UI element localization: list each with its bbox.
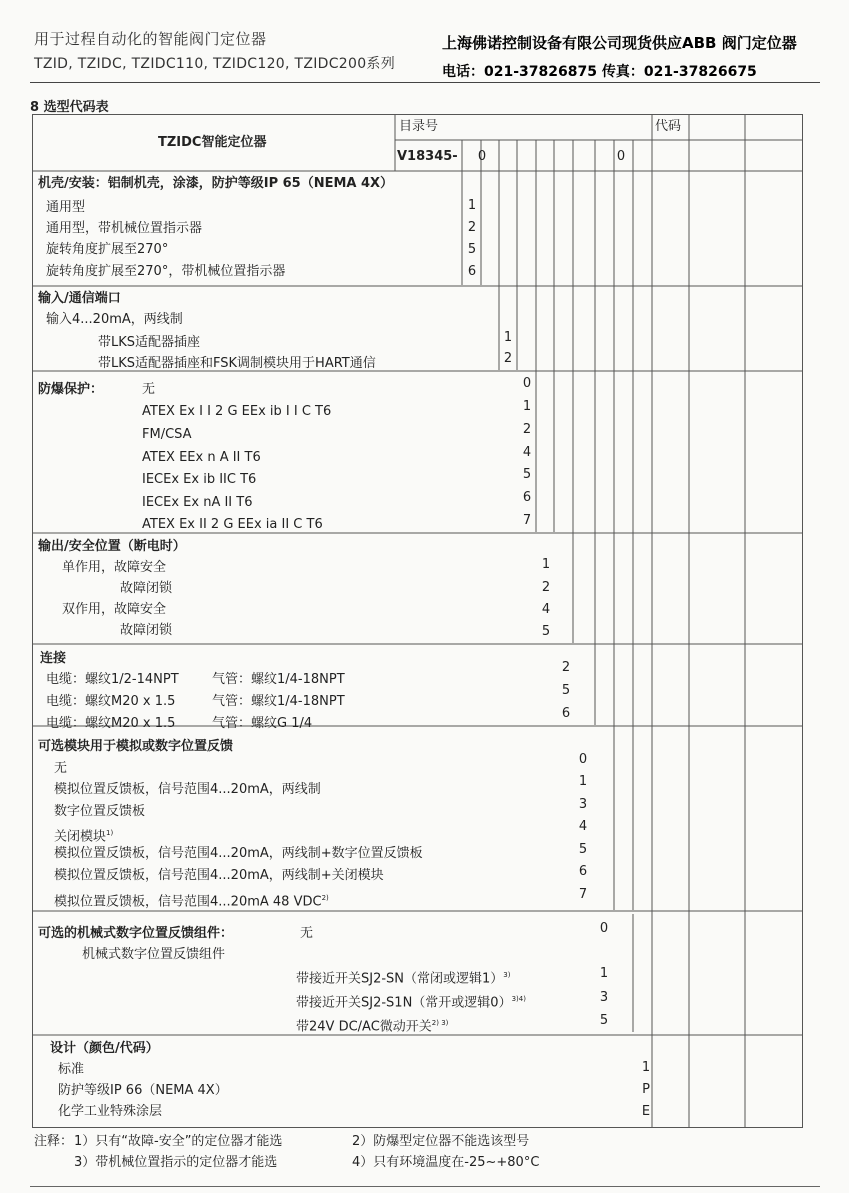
feedback-option: 模拟位置反馈板，信号范围4...20mA，两线制: [54, 782, 321, 797]
connection-code: 2: [561, 660, 571, 675]
explosion-option: ATEX Ex II 2 G EEx ia II C T6: [142, 517, 323, 532]
mech-feedback-option-label: 带接近开关SJ2-S1N（常开或逻辑0）: [296, 995, 512, 1011]
housing-code: 1: [467, 198, 477, 213]
header-right: [442, 32, 842, 81]
explosion-code: 1: [522, 399, 532, 414]
footnote-row: [34, 1130, 814, 1151]
code-label: 代码: [655, 119, 682, 134]
feedback-title: 可选模块用于模拟或数字位置反馈: [38, 739, 234, 754]
design-option: 化学工业特殊涂层: [58, 1104, 163, 1119]
explosion-option: IECEx Ex nA II T6: [142, 495, 253, 510]
footnote-3: 3）带机械位置指示的定位器才能选: [74, 1155, 278, 1170]
connection-air: 气管：螺纹1/4-18NPT: [212, 694, 345, 709]
explosion-code: 7: [522, 513, 532, 528]
mech-feedback-code: 5: [599, 1013, 609, 1028]
feedback-code: 3: [578, 797, 588, 812]
design-option: 防护等级IP 66（NEMA 4X）: [58, 1083, 228, 1098]
connection-cable: 电缆：螺纹1/2-14NPT: [46, 672, 179, 687]
mech-feedback-code: 3: [599, 990, 609, 1005]
explosion-option: IECEx Ex ib IIC T6: [142, 472, 257, 487]
footnote-mark: 1): [106, 829, 114, 837]
connection-code: 6: [561, 706, 571, 721]
feedback-code: 5: [578, 842, 588, 857]
input-option: 带LKS适配器插座和FSK调制模块用于HART通信: [98, 356, 376, 371]
footnote-1: 1）只有“故障-安全”的定位器才能选: [74, 1134, 283, 1149]
feedback-option: [54, 825, 113, 845]
mech-feedback-option: [296, 967, 510, 987]
header-contact-line: 电话：021-37826875 传真：021-37826675: [442, 64, 757, 80]
housing-code: 6: [467, 264, 477, 279]
design-code: 1: [641, 1060, 651, 1075]
explosion-title: 防爆保护：: [38, 382, 104, 397]
output-code: 2: [541, 580, 551, 595]
feedback-code: 4: [578, 819, 588, 834]
mech-feedback-none: 无: [300, 926, 314, 941]
footnote-row: [34, 1151, 814, 1172]
feedback-code: 6: [578, 864, 588, 879]
explosion-option: ATEX EEx n A II T6: [142, 450, 261, 465]
product-name: TZIDC智能定位器: [158, 135, 267, 150]
mech-feedback-title: 可选的机械式数字位置反馈组件：: [38, 926, 234, 941]
selection-code-table: [32, 114, 803, 1128]
connection-air: 气管：螺纹G 1/4: [212, 716, 313, 731]
input-subtitle: 输入4...20mA，两线制: [46, 312, 183, 327]
catalog-label: 目录号: [399, 119, 439, 134]
housing-option: 旋转角度扩展至270°: [46, 242, 169, 257]
explosion-option: 无: [142, 382, 156, 397]
output-option: 故障闭锁: [120, 623, 173, 638]
footnote-2: 2）防爆型定位器不能选该型号: [352, 1134, 530, 1149]
design-option: 标准: [58, 1062, 85, 1077]
fixed-digit-2: 0: [616, 149, 626, 164]
output-option: 单作用，故障安全: [62, 560, 167, 575]
feedback-option-label: 模拟位置反馈板，信号范围4...20mA 48 VDC: [54, 894, 322, 910]
catalog-prefix: V18345-: [397, 149, 458, 164]
connection-code: 5: [561, 683, 571, 698]
fixed-digit-1: 0: [477, 149, 487, 164]
footnote-prefix: 注释：: [34, 1134, 74, 1149]
feedback-option-label: 关闭模块: [54, 829, 107, 845]
mech-feedback-option: [296, 1015, 448, 1035]
feedback-option: 无: [54, 761, 68, 776]
feedback-option: 模拟位置反馈板，信号范围4...20mA，两线制+关闭模块: [54, 868, 384, 883]
header-company-line: 上海佛诺控制设备有限公司现货供应ABB 阀门定位器: [442, 34, 797, 52]
footnotes: [34, 1130, 814, 1172]
explosion-code: 4: [522, 445, 532, 460]
feedback-option: 模拟位置反馈板，信号范围4...20mA，两线制+数字位置反馈板: [54, 846, 423, 861]
mech-feedback-option-label: 带接近开关SJ2-SN（常闭或逻辑1）: [296, 971, 504, 987]
feedback-option: 数字位置反馈板: [54, 804, 146, 819]
header-product-line: 用于过程自动化的智能阀门定位器: [34, 30, 267, 48]
design-code: P: [642, 1082, 650, 1097]
housing-option: 通用型，带机械位置指示器: [46, 221, 203, 236]
mech-feedback-subtitle: 机械式数字位置反馈组件: [82, 947, 226, 962]
footnote-mark: 2) 3): [431, 1019, 449, 1027]
feedback-code: 1: [578, 774, 588, 789]
connection-cable: 电缆：螺纹M20 x 1.5: [46, 694, 176, 709]
header-series-line: TZID, TZIDC, TZIDC110, TZIDC120, TZIDC200系列: [34, 56, 396, 72]
design-code: E: [641, 1104, 651, 1119]
input-code: 2: [503, 351, 513, 366]
section-title: 8 选型代码表: [30, 100, 109, 115]
footnote-mark: 3)4): [511, 995, 526, 1003]
footnote-4: 4）只有环境温度在-25~+80°C: [352, 1155, 540, 1170]
connection-air: 气管：螺纹1/4-18NPT: [212, 672, 345, 687]
output-title: 输出/安全位置（断电时）: [38, 539, 186, 554]
explosion-code: 5: [522, 467, 532, 482]
connection-title: 连接: [40, 651, 67, 666]
header-divider: [30, 82, 820, 83]
housing-title: 机壳/安装：铝制机壳，涂漆，防护等级IP 65（NEMA 4X）: [38, 176, 394, 191]
feedback-option: [54, 890, 329, 910]
connection-cable: 电缆：螺纹M20 x 1.5: [46, 716, 176, 731]
housing-code: 5: [467, 242, 477, 257]
housing-option: 旋转角度扩展至270°，带机械位置指示器: [46, 264, 286, 279]
input-option: 带LKS适配器插座: [98, 335, 201, 350]
feedback-code: 0: [578, 752, 588, 767]
explosion-code: 6: [522, 490, 532, 505]
input-code: 1: [503, 330, 513, 345]
mech-feedback-option-label: 带24V DC/AC微动开关: [296, 1019, 432, 1035]
explosion-code: 0: [522, 376, 532, 391]
output-code: 5: [541, 624, 551, 639]
housing-code: 2: [467, 220, 477, 235]
footnote-mark: 3): [503, 971, 511, 979]
header-left: [34, 28, 434, 73]
mech-feedback-code: 1: [599, 966, 609, 981]
explosion-code: 2: [522, 422, 532, 437]
mech-feedback-code: 0: [599, 921, 609, 936]
output-option: 双作用，故障安全: [62, 602, 167, 617]
housing-option: 通用型: [46, 200, 86, 215]
explosion-option: FM/CSA: [142, 427, 192, 442]
output-code: 1: [541, 557, 551, 572]
footer-divider: [30, 1186, 820, 1187]
output-code: 4: [541, 602, 551, 617]
explosion-option: ATEX Ex I I 2 G EEx ib I I C T6: [142, 404, 332, 419]
footnote-mark: 2): [321, 894, 329, 902]
mech-feedback-option: [296, 991, 526, 1011]
input-title: 输入/通信端口: [38, 291, 121, 306]
design-title: 设计（颜色/代码）: [50, 1041, 159, 1056]
feedback-code: 7: [578, 887, 588, 902]
output-option: 故障闭锁: [120, 581, 173, 596]
